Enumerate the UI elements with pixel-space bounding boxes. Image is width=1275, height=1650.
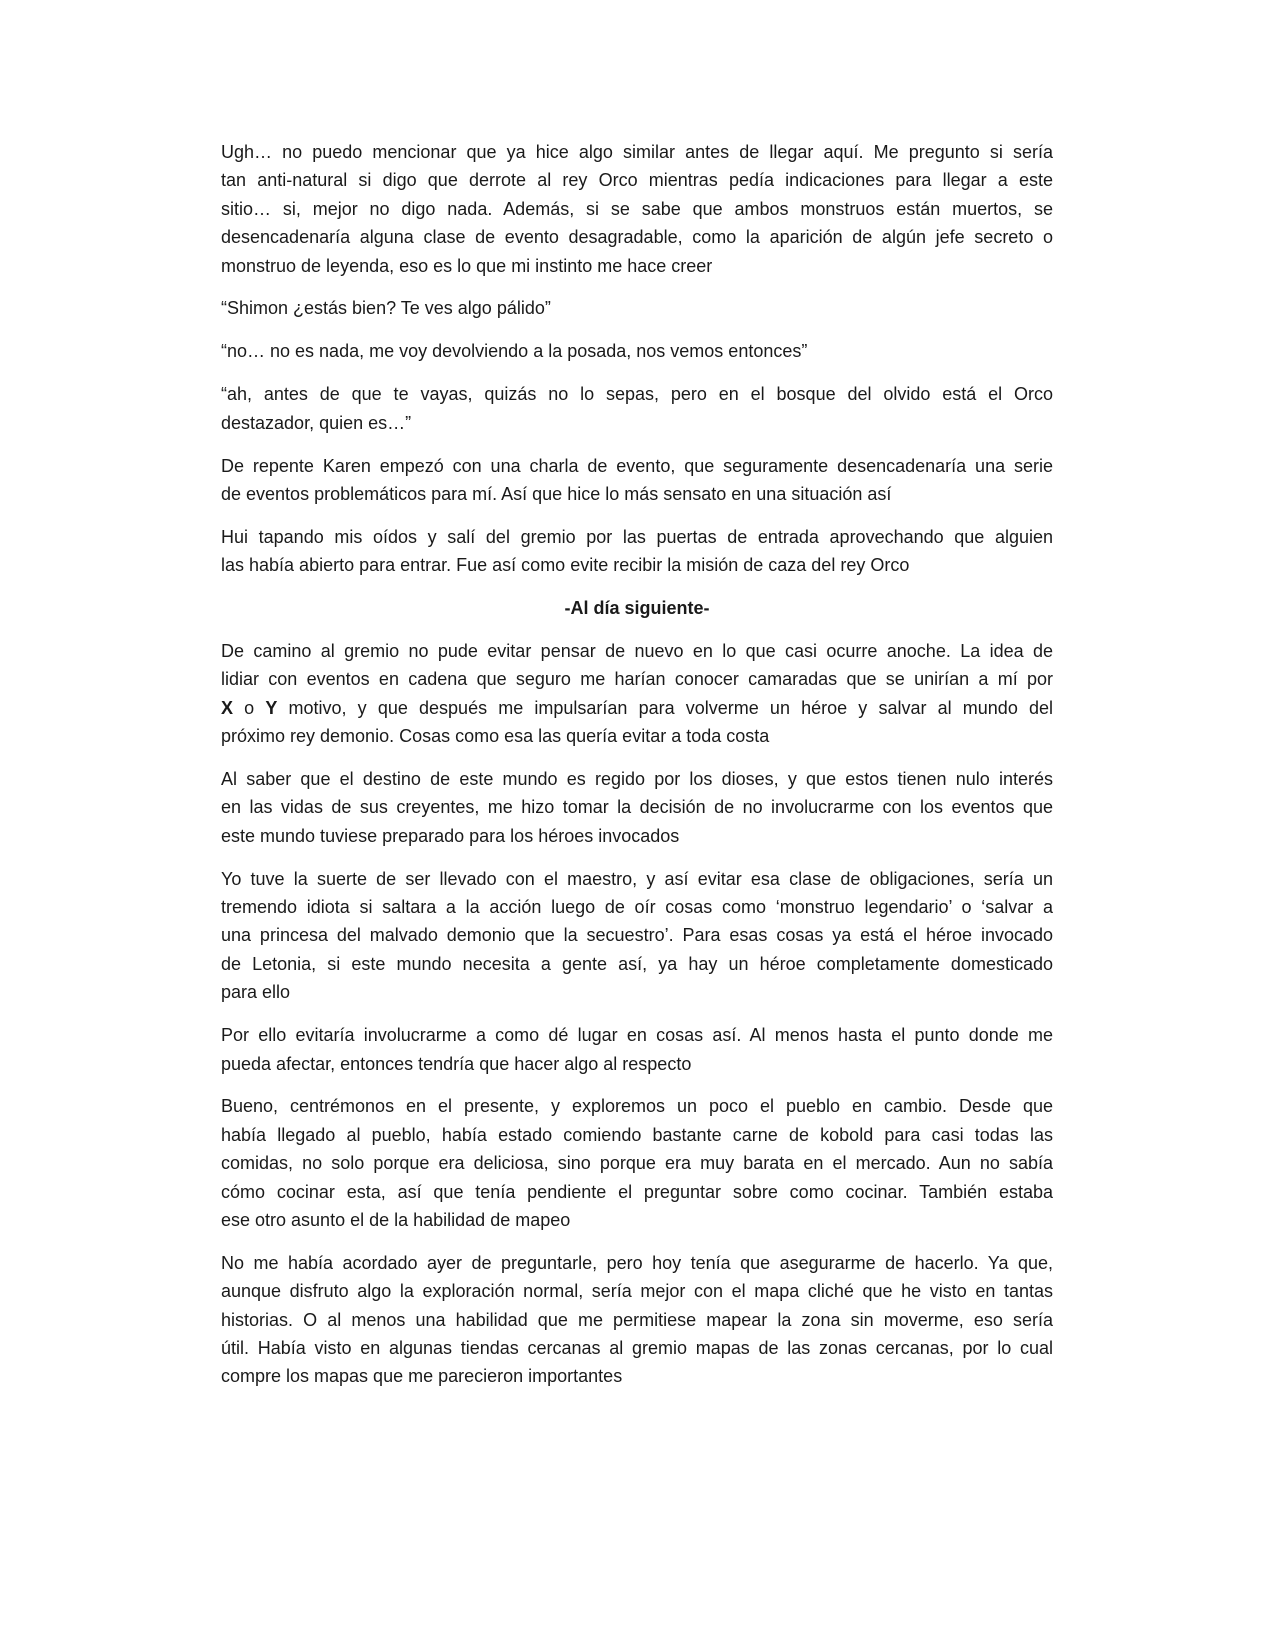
text-line: Hui tapando mis oídos y salí del gremio por las puertas de entrada aprovechando que alguien [221, 526, 1053, 547]
text-segment: o [233, 697, 266, 718]
paragraph [221, 138, 1053, 280]
text-line: Ugh… no puedo mencionar que ya hice algo similar antes de llegar aquí. Me pregunto si sería [221, 142, 1053, 162]
paragraph [221, 337, 1053, 365]
text-line: sitio… si, mejor no digo nada. Además, si se sabe que ambos monstruos están muertos, se [221, 198, 1053, 219]
text-line: había llegado al pueblo, había estado comiendo bastante carne de kobold para casi todas las [221, 1124, 1053, 1145]
paragraph [221, 452, 1053, 509]
text-line: de Letonia, si este mundo necesita a gente así, ya hay un héroe completamente domesticado [221, 953, 1053, 974]
text-line: próximo rey demonio. Cosas como esa las quería evitar a toda costa [221, 726, 770, 747]
text-line: pueda afectar, entonces tendría que hacer algo al respecto [221, 1053, 692, 1074]
text-line: este mundo tuviese preparado para los héroes invocados [221, 825, 680, 846]
paragraph [221, 865, 1053, 1007]
text-line: compre los mapas que me parecieron importantes [221, 1366, 623, 1387]
paragraph [221, 1249, 1053, 1391]
text-line [221, 694, 1053, 722]
text-line: tremendo idiota si saltara a la acción luego de oír cosas como ‘monstruo legendario’ o ‘salvar a [221, 897, 1053, 918]
text-segment: motivo, y que después me impulsarían para volverme un héroe y salvar al mundo del [277, 697, 1053, 718]
text-line: Bueno, centrémonos en el presente, y exploremos un poco el pueblo en cambio. Desde que [221, 1096, 1053, 1117]
text-line: lidiar con eventos en cadena que seguro me harían conocer camaradas que se unirían a mí por [221, 669, 1053, 690]
text-line: De repente Karen empezó con una charla de evento, que seguramente desencadenaría una serie [221, 455, 1053, 476]
text-line: para ello [221, 982, 291, 1003]
paragraph [221, 380, 1053, 437]
text-line: historias. O al menos una habilidad que me permitiese mapear la zona sin moverme, eso sería [221, 1309, 1053, 1330]
text-line: “Shimon ¿estás bien? Te ves algo pálido” [221, 298, 551, 319]
paragraph [221, 294, 1053, 322]
bold-text: X [221, 697, 234, 718]
text-line: No me había acordado ayer de preguntarle, pero hoy tenía que asegurarme de hacerlo. Ya que, [221, 1252, 1053, 1273]
document-page [221, 138, 1053, 1405]
paragraph [221, 1021, 1053, 1078]
paragraph [221, 765, 1053, 850]
text-line: una princesa del malvado demonio que la secuestro’. Para esas cosas ya está el héroe invocado [221, 925, 1053, 946]
text-line: Yo tuve la suerte de ser llevado con el maestro, y así evitar esa clase de obligaciones, sería un [221, 868, 1053, 889]
text-line: de eventos problemáticos para mí. Así que hice lo más sensato en una situación así [221, 483, 892, 504]
text-line: ese otro asunto el de la habilidad de mapeo [221, 1210, 571, 1230]
text-line: cómo cocinar esta, así que tenía pendiente el preguntar sobre como cocinar. También estaba [221, 1181, 1053, 1202]
text-line: desencadenaría alguna clase de evento desagradable, como la aparición de algún jefe secreto o [221, 227, 1053, 248]
text-line: las había abierto para entrar. Fue así como evite recibir la misión de caza del rey Orco [221, 555, 910, 576]
text-line: Por ello evitaría involucrarme a como dé lugar en cosas así. Al menos hasta el punto donde me [221, 1025, 1053, 1046]
text-line: comidas, no solo porque era deliciosa, sino porque era muy barata en el mercado. Aun no sabía [221, 1153, 1053, 1174]
text-line: aunque disfruto algo la exploración normal, sería mejor con el mapa cliché que he visto en tantas [221, 1281, 1053, 1302]
paragraph [221, 637, 1053, 751]
text-line: en las vidas de sus creyentes, me hizo tomar la decisión de no involucrarme con los eventos que [221, 797, 1053, 818]
text-line: De camino al gremio no pude evitar pensar de nuevo en lo que casi ocurre anoche. La idea de [221, 640, 1053, 661]
text-line: tan anti-natural si digo que derrote al rey Orco mientras pedía indicaciones para llegar a este [221, 170, 1053, 191]
text-line: monstruo de leyenda, eso es lo que mi instinto me hace creer [221, 255, 713, 276]
text-line: “no… no es nada, me voy devolviendo a la posada, nos vemos entonces” [221, 341, 808, 362]
text-line: Al saber que el destino de este mundo es regido por los dioses, y que estos tienen nulo interés [221, 769, 1053, 790]
paragraph [221, 1092, 1053, 1234]
paragraph [221, 523, 1053, 580]
text-line: destazador, quien es…” [221, 412, 412, 433]
text-line: útil. Había visto en algunas tiendas cercanas al gremio mapas de las zonas cercanas, por lo cual [221, 1338, 1053, 1359]
text-line: “ah, antes de que te vayas, quizás no lo sepas, pero en el bosque del olvido está el Orco [221, 384, 1053, 405]
section-heading: -Al día siguiente- [564, 598, 710, 619]
bold-text: Y [265, 697, 278, 718]
